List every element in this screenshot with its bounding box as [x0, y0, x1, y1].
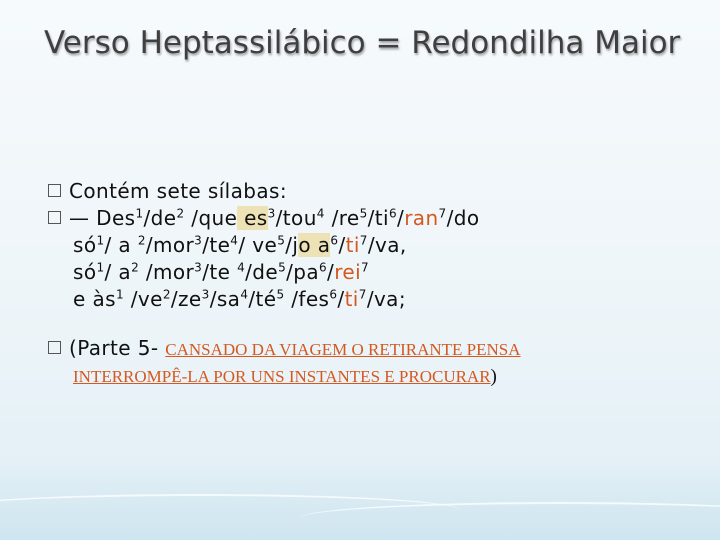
- syllable-number: 3: [194, 260, 203, 275]
- syllable-number: 4: [316, 206, 325, 221]
- verse-line-1: [48, 205, 688, 232]
- verse-line-3: [48, 259, 688, 286]
- syllable-number: 4: [240, 287, 249, 302]
- syllable: /ti: [367, 206, 389, 230]
- chapter-link-continued[interactable]: INTERROMPÊ-LA POR UNS INSTANTES E PROCURAR: [73, 367, 491, 386]
- syllable-number: 5: [276, 287, 285, 302]
- decorative-footer-band: [0, 462, 720, 540]
- syllable-number: 5: [278, 260, 287, 275]
- verse-line-4-text: [73, 287, 406, 311]
- syllable: /: [327, 260, 335, 284]
- syllable: /te: [202, 260, 238, 284]
- syllable: /fes: [284, 287, 330, 311]
- syllable: ti: [345, 233, 360, 257]
- syllable-number: 1: [135, 206, 144, 221]
- syllable-number: 6: [330, 233, 339, 248]
- verse-dash: —: [69, 206, 90, 230]
- syllable: ti: [344, 287, 359, 311]
- parte-prefix: (Parte 5-: [69, 336, 166, 360]
- square-bullet-icon: [48, 341, 61, 354]
- syllable: /: [397, 206, 405, 230]
- square-bullet-icon: [48, 211, 61, 224]
- syllable-number: 2: [137, 233, 146, 248]
- syllable: /do: [446, 206, 480, 230]
- syllable-number: 6: [389, 206, 398, 221]
- parte-suffix: ): [490, 366, 498, 387]
- syllable: Des: [96, 206, 136, 230]
- syllable-number: 2: [162, 287, 171, 302]
- bullet-text: Contém sete sílabas:: [69, 179, 287, 203]
- syllable: es: [237, 206, 268, 230]
- syllable-number: 2: [176, 206, 185, 221]
- syllable-number: 4: [237, 260, 246, 275]
- bullet-item-parte-cont: [48, 362, 688, 389]
- syllable: /: [337, 287, 345, 311]
- syllable: /de: [143, 206, 177, 230]
- syllable-number: 7: [359, 233, 368, 248]
- syllable-number: 1: [96, 260, 105, 275]
- syllable-number: 3: [267, 206, 276, 221]
- verse-line-2-text: [73, 233, 407, 257]
- syllable: rei: [334, 260, 362, 284]
- chapter-link[interactable]: CANSADO DA VIAGEM O RETIRANTE PENSA: [165, 340, 521, 359]
- verse-line-4: [48, 286, 688, 313]
- syllable-number: 6: [319, 260, 328, 275]
- syllable-number: 5: [359, 206, 368, 221]
- syllable: /té: [248, 287, 277, 311]
- syllable: / ve: [238, 233, 278, 257]
- syllable: /: [338, 233, 346, 257]
- syllable: só: [73, 260, 97, 284]
- syllable: e às: [73, 287, 116, 311]
- slide-body: [48, 178, 688, 389]
- syllable-number: 7: [438, 206, 447, 221]
- syllable-number: 3: [201, 287, 210, 302]
- syllable-number: 1: [96, 233, 105, 248]
- syllable-number: 7: [361, 260, 370, 275]
- syllable-number: 2: [131, 260, 140, 275]
- syllable: ran: [404, 206, 439, 230]
- syllable-number: 5: [277, 233, 286, 248]
- verse-line-3-text: [73, 260, 369, 284]
- syllable: /de: [245, 260, 279, 284]
- syllable: /j: [285, 233, 299, 257]
- syllable: /tou: [275, 206, 317, 230]
- syllable: /va,: [367, 233, 407, 257]
- syllable: / a: [104, 233, 138, 257]
- syllable: /que: [184, 206, 238, 230]
- verse-line-1-text: [96, 206, 479, 230]
- bullet-item-syllables: [48, 178, 688, 205]
- syllable: /va;: [366, 287, 406, 311]
- syllable: /pa: [286, 260, 319, 284]
- square-bullet-icon: [48, 184, 61, 197]
- syllable-number: 6: [329, 287, 338, 302]
- syllable: /ve: [124, 287, 163, 311]
- syllable-number: 3: [194, 233, 203, 248]
- syllable: /mor: [139, 260, 195, 284]
- syllable: / a: [104, 260, 132, 284]
- syllable-number: 7: [358, 287, 367, 302]
- verse-line-2: [48, 232, 688, 259]
- syllable: /ze: [170, 287, 202, 311]
- syllable: /mor: [145, 233, 195, 257]
- slide-title: Verso Heptassilábico = Redondilha Maior: [44, 25, 681, 61]
- syllable-number: 1: [115, 287, 124, 302]
- syllable: /te: [202, 233, 231, 257]
- syllable: /re: [324, 206, 360, 230]
- syllable: só: [73, 233, 97, 257]
- decorative-wave: [300, 502, 720, 534]
- syllable: o a: [298, 233, 331, 257]
- syllable: /sa: [209, 287, 241, 311]
- bullet-item-parte: [48, 335, 688, 362]
- syllable-number: 4: [230, 233, 239, 248]
